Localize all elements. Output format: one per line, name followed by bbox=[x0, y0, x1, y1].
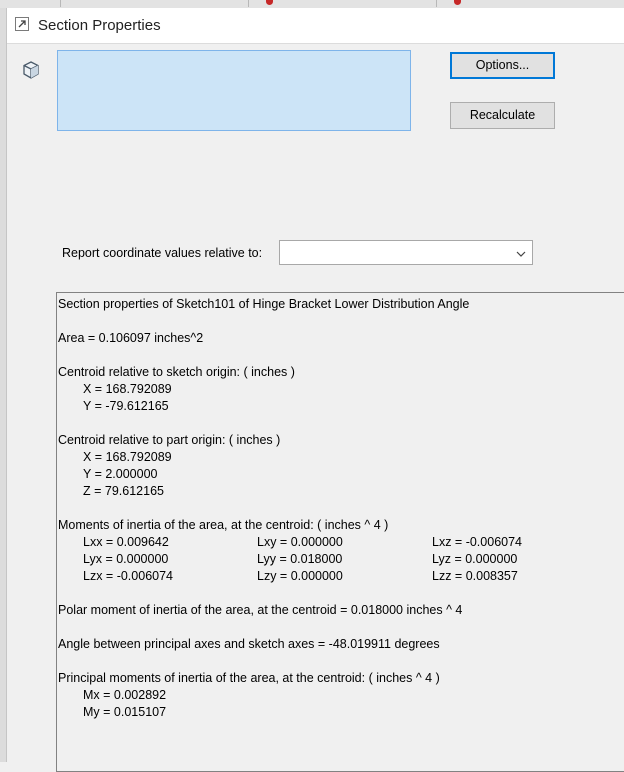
coordinate-system-select[interactable] bbox=[279, 240, 533, 265]
results-header: Section properties of Sketch101 of Hinge Bracket Lower Distribution Angle bbox=[58, 297, 470, 311]
recalculate-button[interactable]: Recalculate bbox=[450, 102, 555, 129]
principal-angle: Angle between principal axes and sketch axes = -48.019911 degrees bbox=[58, 637, 440, 651]
moment-lxy: Lxy = 0.000000 bbox=[257, 535, 343, 549]
centroid-part-z: Z = 79.612165 bbox=[83, 484, 164, 498]
window-titlebar bbox=[7, 8, 624, 44]
moment-lyy: Lyy = 0.018000 bbox=[257, 552, 343, 566]
moment-lxz: Lxz = -0.006074 bbox=[432, 535, 522, 549]
moment-lxx: Lxx = 0.009642 bbox=[83, 535, 169, 549]
polar-moment: Polar moment of inertia of the area, at the centroid = 0.018000 inches ^ 4 bbox=[58, 603, 463, 617]
background-panel-edge bbox=[0, 8, 7, 762]
centroid-sketch-heading: Centroid relative to sketch origin: ( inches ) bbox=[58, 365, 295, 379]
moment-lzz: Lzz = 0.008357 bbox=[432, 569, 518, 583]
background-tab bbox=[60, 0, 249, 7]
results-text-area[interactable] bbox=[56, 292, 624, 772]
report-coordinates-label: Report coordinate values relative to: bbox=[62, 246, 263, 260]
section-properties-icon bbox=[15, 17, 29, 31]
background-part-icon bbox=[454, 0, 461, 5]
centroid-part-y: Y = 2.000000 bbox=[83, 467, 158, 481]
options-button[interactable]: Options... bbox=[450, 52, 555, 79]
principal-my: My = 0.015107 bbox=[83, 705, 167, 719]
moment-lzy: Lzy = 0.000000 bbox=[257, 569, 343, 583]
centroid-part-heading: Centroid relative to part origin: ( inches ) bbox=[58, 433, 281, 447]
principal-moments-heading: Principal moments of inertia of the area, at the centroid: ( inches ^ 4 ) bbox=[58, 671, 440, 685]
moments-heading: Moments of inertia of the area, at the centroid: ( inches ^ 4 ) bbox=[58, 518, 389, 532]
chevron-down-icon bbox=[516, 247, 526, 261]
moment-lzx: Lzx = -0.006074 bbox=[83, 569, 173, 583]
part-cube-icon bbox=[22, 60, 40, 80]
background-tab bbox=[248, 0, 437, 7]
centroid-sketch-y: Y = -79.612165 bbox=[83, 399, 169, 413]
centroid-part-x: X = 168.792089 bbox=[83, 450, 172, 464]
window-title: Section Properties bbox=[38, 17, 161, 34]
principal-mx: Mx = 0.002892 bbox=[83, 688, 167, 702]
centroid-sketch-x: X = 168.792089 bbox=[83, 382, 172, 396]
area-value: Area = 0.106097 inches^2 bbox=[58, 331, 204, 345]
moment-lyx: Lyx = 0.000000 bbox=[83, 552, 169, 566]
background-tab bbox=[0, 0, 61, 7]
moment-lyz: Lyz = 0.000000 bbox=[432, 552, 518, 566]
selection-list-box[interactable] bbox=[57, 50, 411, 131]
